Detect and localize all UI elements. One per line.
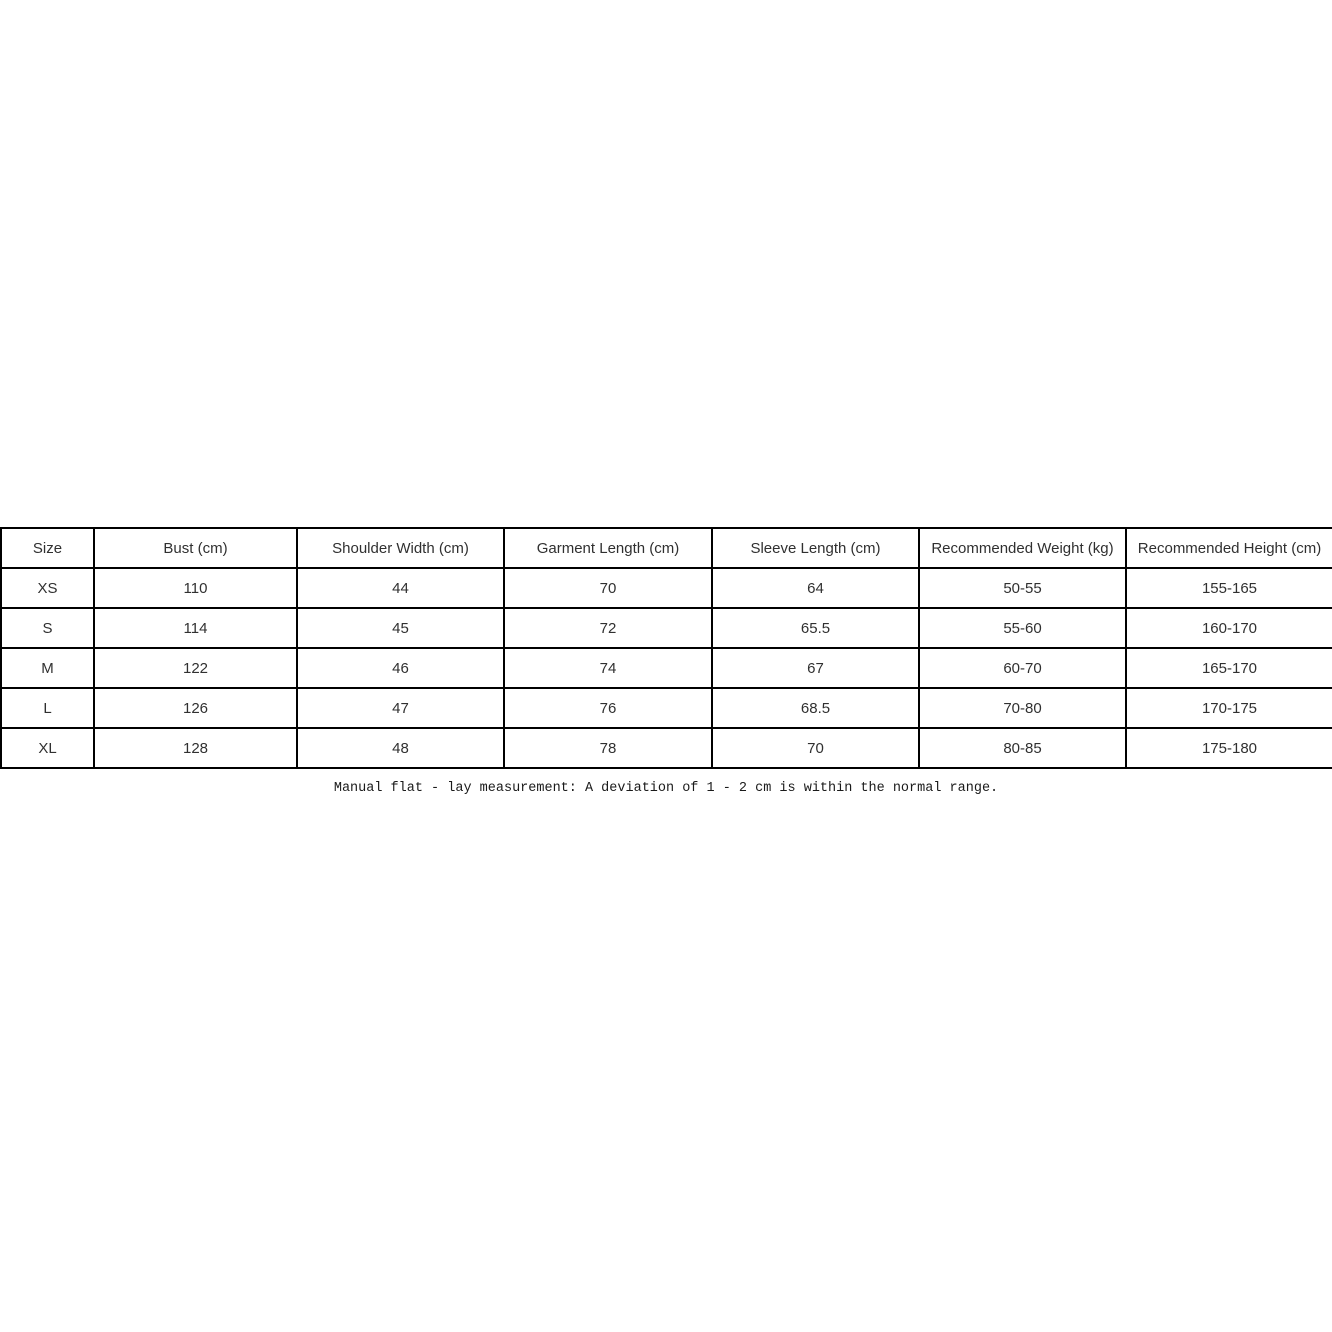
table-cell: M [1,648,94,688]
column-header-size: Size [1,528,94,568]
table-cell: 64 [712,568,919,608]
table-cell: L [1,688,94,728]
table-cell: 126 [94,688,297,728]
table-cell: XS [1,568,94,608]
table-cell: 128 [94,728,297,768]
table-cell: 76 [504,688,712,728]
table-cell: 165-170 [1126,648,1332,688]
column-header-garment-length: Garment Length (cm) [504,528,712,568]
table-row-xs [1,568,1332,608]
table-row-xl [1,728,1332,768]
column-header-recommended-height: Recommended Height (cm) [1126,528,1332,568]
table-cell: 68.5 [712,688,919,728]
table-cell: 46 [297,648,504,688]
table-cell: 72 [504,608,712,648]
table-cell: 65.5 [712,608,919,648]
column-header-shoulder-width: Shoulder Width (cm) [297,528,504,568]
table-cell: 74 [504,648,712,688]
table-cell: 110 [94,568,297,608]
table-row-s [1,608,1332,648]
table-cell: 47 [297,688,504,728]
table-cell: 70 [504,568,712,608]
table-cell: 78 [504,728,712,768]
table-cell: 70-80 [919,688,1126,728]
table-cell: XL [1,728,94,768]
table-cell: 122 [94,648,297,688]
header-row [1,528,1332,568]
table-cell: 170-175 [1126,688,1332,728]
measurement-deviation-note: Manual flat - lay measurement: A deviation of 1 - 2 cm is within the normal range. [333,781,999,796]
column-header-recommended-weight: Recommended Weight (kg) [919,528,1126,568]
table-cell: 175-180 [1126,728,1332,768]
table-cell: 45 [297,608,504,648]
table-cell: 55-60 [919,608,1126,648]
table-cell: S [1,608,94,648]
table-cell: 155-165 [1126,568,1332,608]
column-header-bust: Bust (cm) [94,528,297,568]
table-cell: 60-70 [919,648,1126,688]
table-cell: 70 [712,728,919,768]
table-cell: 114 [94,608,297,648]
table-cell: 67 [712,648,919,688]
size-chart [0,527,1332,769]
table-cell: 48 [297,728,504,768]
table-cell: 50-55 [919,568,1126,608]
table-cell: 160-170 [1126,608,1332,648]
size-chart-table [0,527,1332,769]
table-row-l [1,688,1332,728]
table-row-m [1,648,1332,688]
table-cell: 80-85 [919,728,1126,768]
table-cell: 44 [297,568,504,608]
column-header-sleeve-length: Sleeve Length (cm) [712,528,919,568]
